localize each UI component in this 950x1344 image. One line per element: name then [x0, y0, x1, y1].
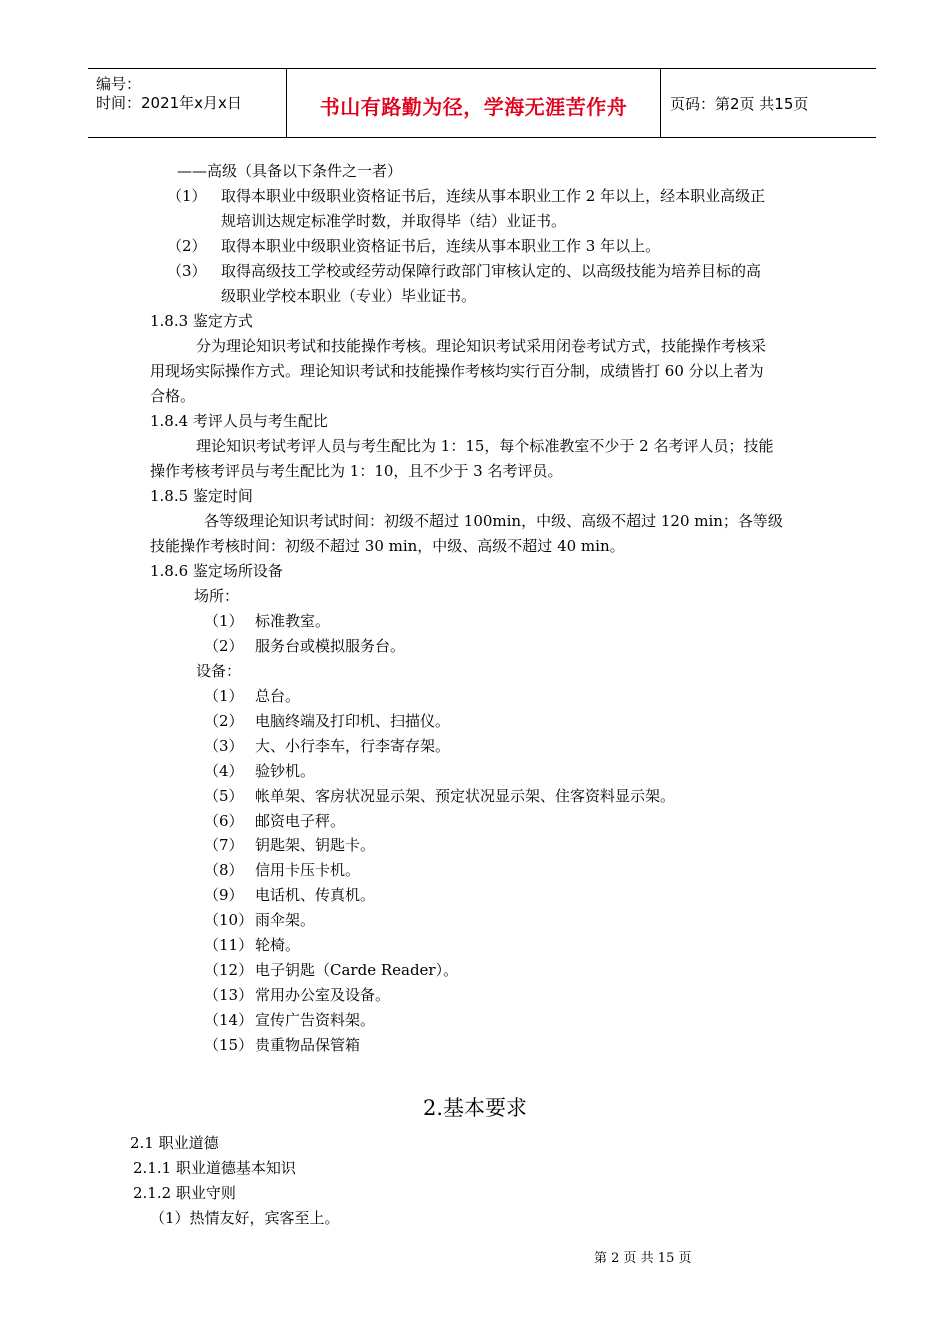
condition-number: （3）: [167, 262, 207, 280]
paragraph-line: 用现场实际操作方式。理论知识考试和技能操作考核均实行百分制，成绩皆打 60 分以上者为: [150, 362, 764, 380]
list-item-number: （15）: [204, 1035, 254, 1054]
chapter-title: 2.基本要求: [422, 1096, 528, 1120]
condition-text: 取得本职业中级职业资格证书后，连续从事本职业工作 3 年以上。: [221, 237, 661, 255]
section-heading: 2.1.1 职业道德基本知识: [133, 1159, 296, 1177]
list-item: 电话机、传真机。: [255, 886, 376, 905]
list-item-number: （11）: [204, 936, 254, 954]
condition-number: （1）: [167, 187, 207, 205]
doc-time-label: 时间：2021年x月x日: [96, 94, 242, 112]
paragraph-line: 各等级理论知识考试时间：初级不超过 100min，中级、高级不超过 120 min；各等级: [204, 512, 783, 530]
list-item: 信用卡压卡机。: [255, 861, 361, 880]
list-item-number: （10）: [204, 911, 254, 930]
condition-number: （2）: [167, 237, 207, 255]
list-item-number: （6）: [204, 811, 244, 830]
section-heading: 1.8.3 鉴定方式: [150, 312, 253, 330]
list-item: 钥匙架、钥匙卡。: [255, 836, 376, 855]
advanced-level-title: ——高级（具备以下条件之一者）: [177, 162, 403, 180]
list-item-number: （12）: [204, 960, 254, 979]
condition-text: 取得高级技工学校或经劳动保障行政部门审核认定的、以高级技能为培养目标的高: [221, 262, 762, 280]
doc-number-label: 编号：: [96, 75, 142, 93]
list-item-number: （14）: [204, 1010, 254, 1029]
list-item: 雨伞架。: [255, 911, 316, 930]
paragraph-line: 理论知识考试考评人员与考生配比为 1：15，每个标准教室不少于 2 名考评人员；技能: [196, 437, 774, 455]
list-item-number: （2）: [204, 711, 244, 730]
list-item-number: （8）: [204, 861, 244, 880]
page-footer: 第 2 页 共 15 页: [594, 1251, 692, 1266]
section-heading: 2.1 职业道德: [130, 1134, 219, 1152]
paragraph-line: 操作考核考评员与考生配比为 1：10，且不少于 3 名考评员。: [150, 462, 563, 480]
places-label: 场所：: [194, 587, 240, 605]
condition-text: 规培训达规定标准学时数，并取得毕（结）业证书。: [221, 212, 567, 230]
list-item: 总台。: [255, 687, 301, 705]
section-heading: 1.8.6 鉴定场所设备: [150, 562, 283, 580]
list-item-number: （1）: [204, 687, 244, 705]
list-item-number: （3）: [204, 736, 244, 755]
rule-item: （1）热情友好，宾客至上。: [150, 1209, 340, 1227]
header-motto-cell: [286, 69, 661, 137]
paragraph-line: 合格。: [150, 387, 196, 405]
list-item: 宣传广告资料架。: [255, 1010, 376, 1029]
paragraph-line: 技能操作考核时间：初级不超过 30 min，中级、高级不超过 40 min。: [150, 537, 625, 555]
list-item: 轮椅。: [255, 936, 301, 954]
list-item-number: （7）: [204, 836, 244, 855]
list-item-number: （2）: [204, 637, 244, 655]
list-item-number: （9）: [204, 886, 244, 905]
header-meta-cell: [88, 69, 286, 137]
list-item: 帐单架、客房状况显示架、预定状况显示架、住客资料显示架。: [255, 786, 676, 805]
list-item: 大、小行李车，行李寄存架。: [255, 736, 451, 755]
section-heading: 2.1.2 职业守则: [133, 1184, 236, 1202]
list-item-number: （4）: [204, 761, 244, 780]
header-page-cell: [660, 69, 876, 137]
section-heading: 1.8.4 考评人员与考生配比: [150, 412, 328, 430]
list-item: 常用办公室及设备。: [255, 985, 391, 1004]
list-item: 贵重物品保管箱: [255, 1035, 361, 1054]
list-item: 邮资电子秤。: [255, 811, 346, 830]
page-header: [88, 68, 876, 138]
list-item-number: （1）: [204, 612, 244, 630]
list-item: 电脑终端及打印机、扫描仪。: [255, 711, 451, 730]
condition-text: 级职业学校本职业（专业）毕业证书。: [221, 287, 477, 305]
header-motto: 书山有路勤为径，学海无涯苦作舟: [319, 95, 628, 119]
section-heading: 1.8.5 鉴定时间: [150, 487, 253, 505]
list-item: 标准教室。: [255, 612, 331, 630]
paragraph-line: 分为理论知识考试和技能操作考核。理论知识考试采用闭卷考试方式，技能操作考核采: [196, 337, 767, 355]
list-item-number: （13）: [204, 985, 254, 1004]
list-item: 服务台或模拟服务台。: [255, 637, 406, 655]
list-item-number: （5）: [204, 786, 244, 805]
condition-text: 取得本职业中级职业资格证书后，连续从事本职业工作 2 年以上，经本职业高级正: [221, 187, 766, 205]
equipment-label: 设备：: [196, 662, 242, 680]
list-item: 验钞机。: [255, 761, 316, 780]
header-page-number: 页码：第2页 共15页: [670, 95, 809, 113]
list-item: 电子钥匙（Carde Reader）。: [255, 960, 459, 979]
